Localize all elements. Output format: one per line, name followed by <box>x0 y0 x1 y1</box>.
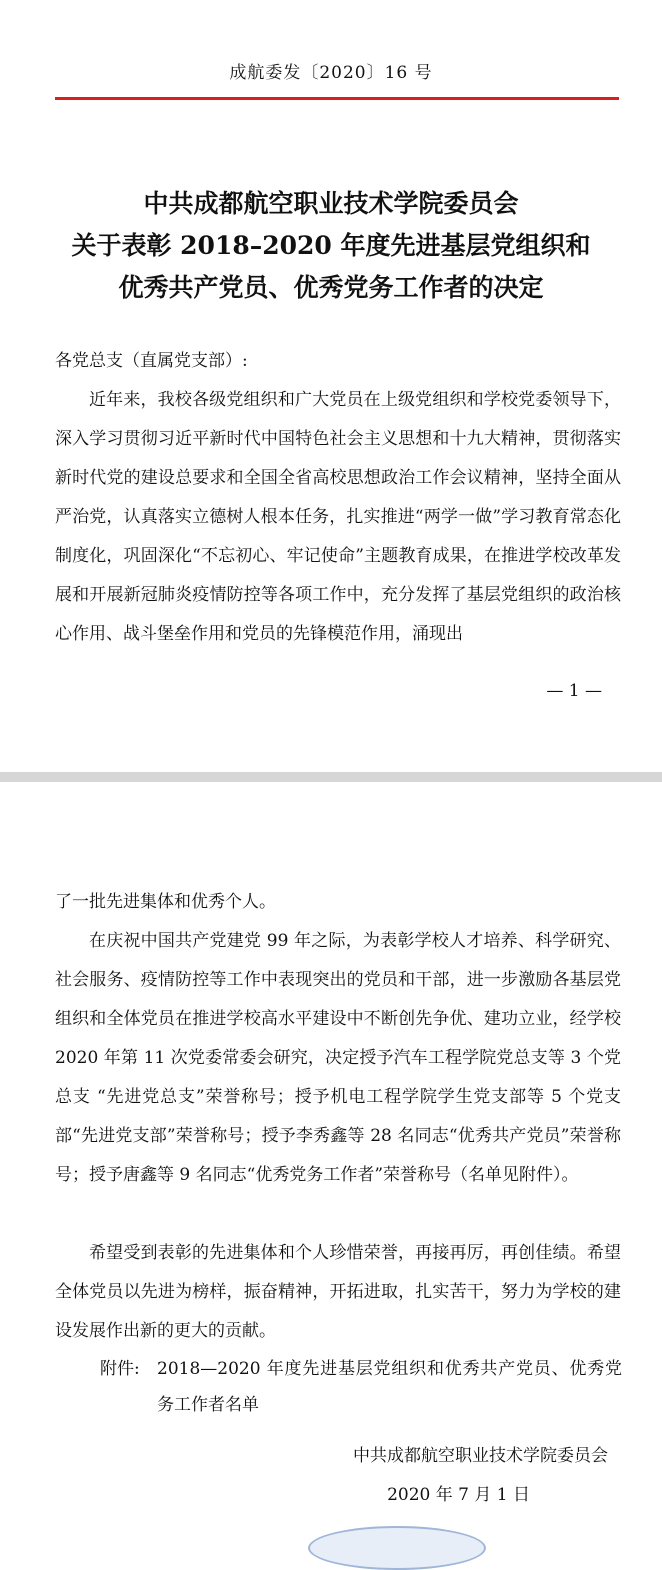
body-paragraph-2: 在庆祝中国共产党建党 99 年之际，为表彰学校人才培养、科学研究、社会服务、疫情防控等工作中表现突出的党员和干部，进一步激励各基层党组织和全体党员在推进学校高水平建设中不断创先争优、建功立业，经学校 2020 年第 11 次党委常委会研究，决定授予汽车工程学院党总支等 3 个党总支 “先进党总支”荣誉称号；授予机电工程学院学生党支部等 5 个党支部“先进党支部”荣誉称号；授予李秀鑫等 28 名同志“优秀共产党员”荣誉称号；授予唐鑫等 9 名同志“优秀党务工作者”荣誉称号（名单见附件）。 <box>55 931 621 1185</box>
page-number: — 1 — <box>546 681 602 701</box>
attachment-note <box>100 1351 622 1423</box>
signature-date: 2020 年 7 月 1 日 <box>387 1485 530 1505</box>
attachment-text: 2018—2020 年度先进基层党组织和优秀共产党员、优秀党务工作者名单 <box>157 1359 622 1415</box>
document-page-1 <box>0 0 662 772</box>
document-page-2 <box>0 782 662 1533</box>
page-separator <box>0 772 662 782</box>
document-title <box>0 183 662 309</box>
title-line-3: 优秀共产党员、优秀党务工作者的决定 <box>118 273 544 302</box>
title-line-2: 关于表彰 2018–2020 年度先进基层党组织和 <box>71 231 591 260</box>
document-number: 成航委发〔2020〕16 号 <box>229 63 433 83</box>
title-line-1: 中共成都航空职业技术学院委员会 <box>143 189 519 218</box>
body-paragraph-1-continued: 了一批先进集体和优秀个人。 <box>55 892 276 912</box>
attachment-label: 附件: <box>100 1359 140 1379</box>
salutation: 各党总支（直属党支部）: <box>55 351 248 371</box>
red-header-rule <box>55 97 619 100</box>
signature-organization: 中共成都航空职业技术学院委员会 <box>353 1446 608 1466</box>
body-paragraph-1: 近年来，我校各级党组织和广大党员在上级党组织和学校党委领导下，深入学习贯彻习近平新时代中国特色社会主义思想和十九大精神，贯彻落实新时代党的建设总要求和全国全省高校思想政治工作会议精神，坚持全面从严治党，认真落实立德树人根本任务，扎实推进“两学一做”学习教育常态化制度化，巩固深化“不忘初心、牢记使命”主题教育成果，在推进学校改革发展和开展新冠肺炎疫情防控等各项工作中，充分发挥了基层党组织的政治核心作用、战斗堡垒作用和党员的先锋模范作用，涌现出 <box>55 390 621 644</box>
body-paragraph-3: 希望受到表彰的先进集体和个人珍惜荣誉，再接再厉，再创佳绩。希望全体党员以先进为榜样，振奋精神，开拓进取，扎实苦干，努力为学校的建设发展作出新的更大的贡献。 <box>55 1243 621 1341</box>
